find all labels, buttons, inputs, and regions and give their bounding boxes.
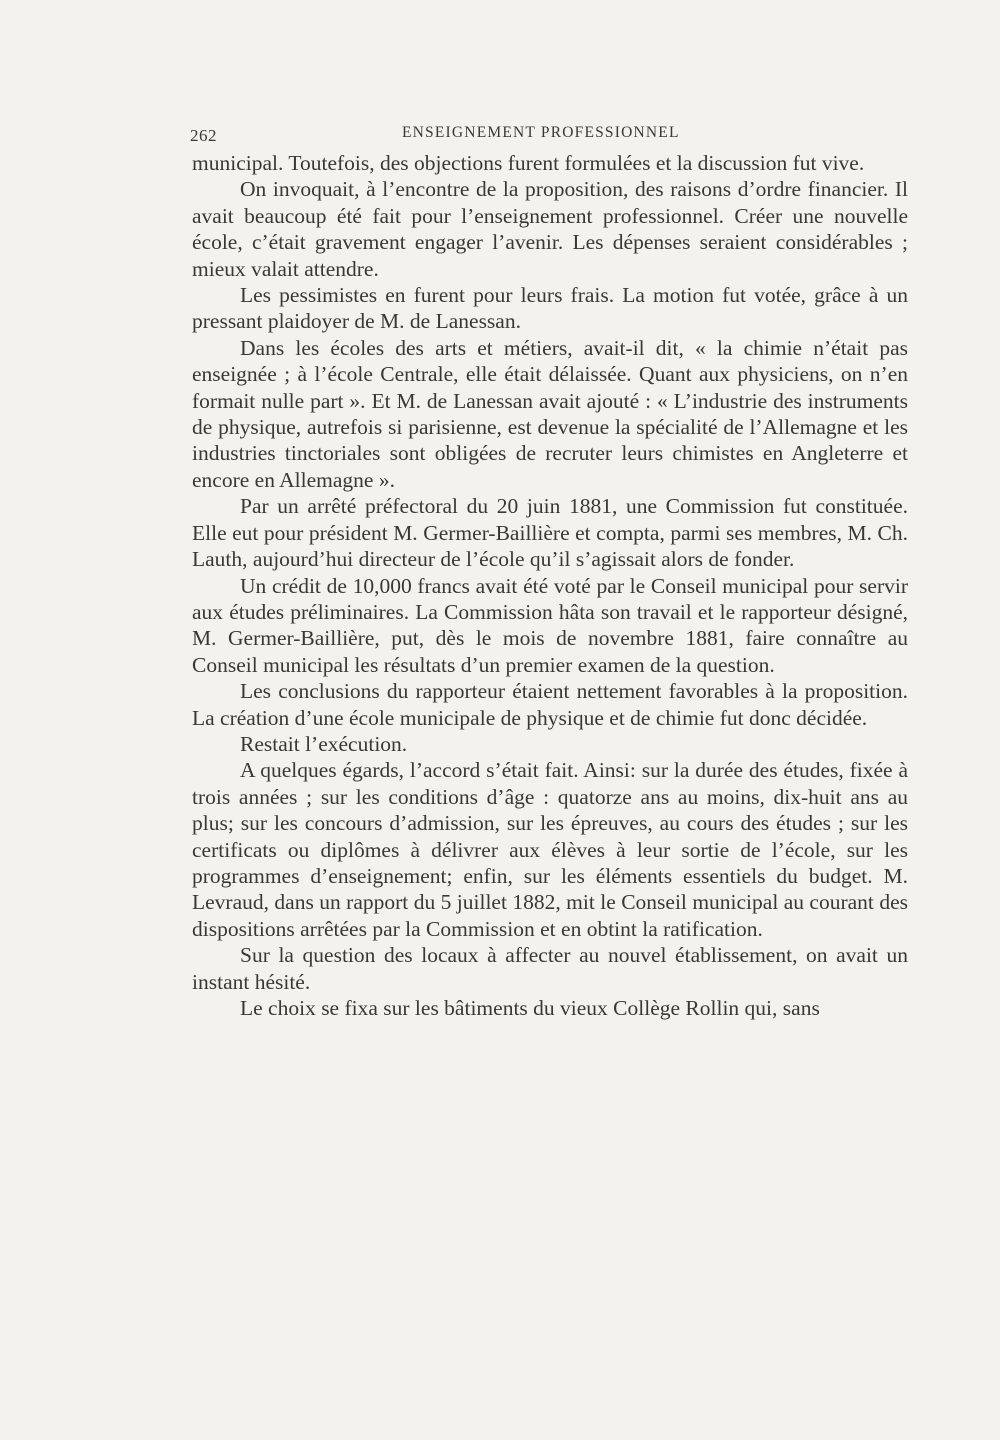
paragraph-5: Par un arrêté préfectoral du 20 juin 1881, une Commission fut constituée. Elle eut pour président M. Germer-Baillière et compta, parmi ses membres, M. Ch. Lauth, aujourd’hui directeur de l’école qu’il s’agissait alors de fonder. [192, 494, 908, 572]
paragraph-11: Le choix se fixa sur les bâtiments du vieux Collège Rollin qui, sans [240, 996, 820, 1020]
page-header [190, 120, 910, 150]
paragraph-3: Les pessimistes en furent pour leurs frais. La motion fut votée, grâce à un pressant plaidoyer de M. de Lanessan. [192, 283, 908, 334]
paragraph-4: Dans les écoles des arts et métiers, avait-il dit, « la chimie n’était pas enseignée ; à l’école Centrale, elle était délaissée. Quant aux physiciens, on n’en formait nulle part ». Et M. de Lanessan avait ajouté : « L’industrie des instruments de physique, autrefois si parisienne, est devenue la spécialité de l’Allemagne et les industries tinctoriales sont obligées de recruter leurs chimistes en Angleterre et encore en Allemagne ». [192, 335, 908, 492]
paragraph-10: Sur la question des locaux à affecter au nouvel établissement, on avait un instant hésité. [192, 943, 908, 994]
paragraph-9: A quelques égards, l’accord s’était fait. Ainsi: sur la durée des études, fixée à trois années ; sur les conditions d’âge : quatorze ans au moins, dix-huit ans au plus; sur les concours d’admission, sur les épreuves, au cours des études ; sur les certificats ou diplômes à délivrer aux élèves à leur sortie de l’école, sur les programmes d’enseignement; enfin, sur les éléments essentiels du budget. M. Levraud, dans un rapport du 5 juillet 1882, mit le Conseil municipal au courant des dispositions arrêtées par la Commission et en obtint la ratification. [192, 758, 908, 941]
paragraph-6: Un crédit de 10,000 francs avait été voté par le Conseil municipal pour servir aux études préliminaires. La Commission hâta son travail et le rapporteur désigné, M. Germer-Baillière, put, dès le mois de novembre 1881, faire connaître au Conseil municipal les résultats d’un premier examen de la question. [192, 573, 908, 677]
paragraph-8: Restait l’exécution. [240, 731, 408, 756]
running-head: ENSEIGNEMENT PROFESSIONNEL [402, 124, 680, 141]
body-text [192, 150, 908, 1021]
paragraph-1: municipal. Toutefois, des objections furent formulées et la discussion fut vive. [192, 151, 865, 175]
page-number: 262 [190, 126, 217, 145]
paragraph-7: Les conclusions du rapporteur étaient nettement favorables à la proposition. La création d’une école municipale de physique et de chimie fut donc décidée. [192, 679, 908, 730]
paragraph-2: On invoquait, à l’encontre de la proposition, des raisons d’ordre financier. Il avait beaucoup été fait pour l’enseignement professionnel. Créer une nouvelle école, c’était gravement engager l’avenir. Les dépenses seraient considérables ; mieux valait attendre. [192, 177, 908, 281]
